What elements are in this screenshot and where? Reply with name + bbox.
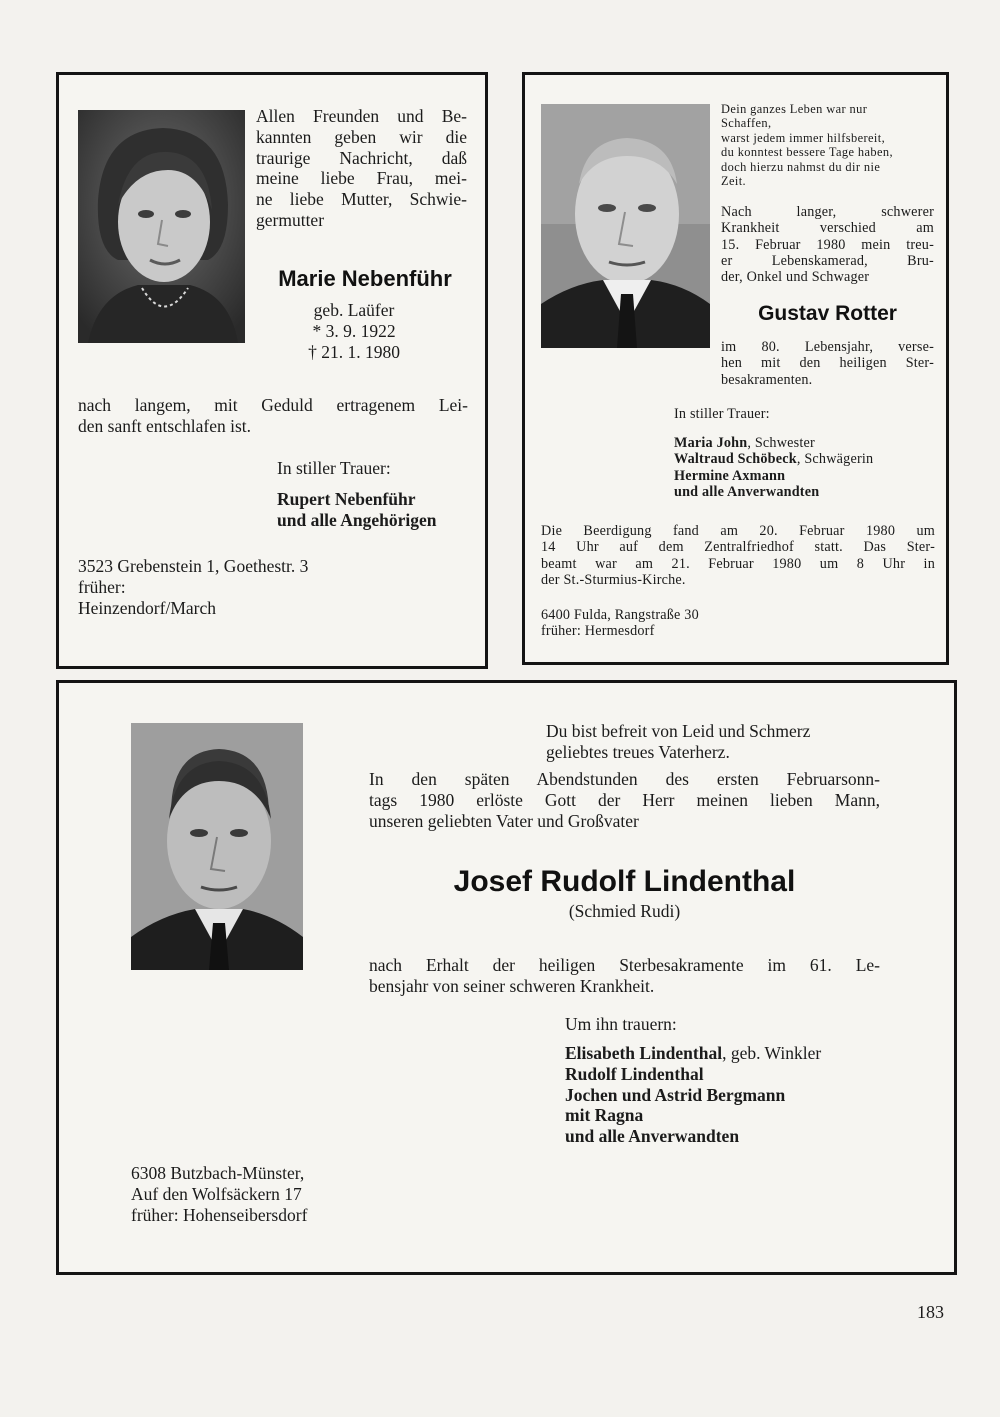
intro-line: ne liebe Mutter, Schwie- bbox=[256, 189, 467, 210]
age-line: besakramenten. bbox=[721, 371, 813, 388]
mourner: und alle Anverwandten bbox=[674, 483, 820, 500]
address-line: 3523 Grebenstein 1, Goethestr. 3 bbox=[78, 556, 309, 576]
mourner: Rupert Nebenführ bbox=[277, 489, 416, 509]
passing-line: nach langem, mit Geduld ertragenem Lei- bbox=[78, 395, 468, 415]
mourner: Hermine Axmann bbox=[674, 467, 786, 484]
address-line: früher: Hermesdorf bbox=[541, 623, 655, 640]
intro-line: er Lebenskamerad, Bru- bbox=[721, 252, 934, 269]
address-line: 6308 Butzbach-Münster, bbox=[131, 1163, 305, 1183]
deceased-name: Gustav Rotter bbox=[758, 302, 897, 325]
verse-line: Du bist befreit von Leid und Schmerz bbox=[546, 721, 811, 741]
intro-text bbox=[256, 106, 467, 231]
verse-text bbox=[721, 102, 936, 188]
intro-line: der, Onkel und Schwager bbox=[721, 269, 870, 286]
mourner: Waltraud Schöbeck, Schwägerin bbox=[674, 451, 874, 468]
deceased-name: Marie Nebenführ bbox=[278, 266, 452, 291]
portrait-photo-gustav-rotter bbox=[541, 104, 710, 348]
intro-line: Allen Freunden und Be- bbox=[256, 106, 467, 126]
address-line: Heinzendorf/March bbox=[78, 597, 216, 618]
funeral-line: 14 Uhr auf dem Zentralfriedhof statt. Das Ster- bbox=[541, 539, 935, 556]
funeral-line: beamt war am 21. Februar 1980 um 8 Uhr in bbox=[541, 555, 935, 572]
passing-text bbox=[78, 395, 468, 437]
portrait-photo-josef-rudolf-lindenthal bbox=[131, 723, 303, 970]
mourner: und alle Angehörigen bbox=[277, 509, 437, 530]
nickname: (Schmied Rudi) bbox=[568, 901, 681, 921]
verse-line: geliebtes treues Vaterherz. bbox=[546, 741, 730, 762]
funeral-line: Die Beerdigung fand am 20. Februar 1980 um bbox=[541, 523, 935, 539]
obituary-gustav-rotter bbox=[522, 72, 949, 665]
portrait-photo-marie-nebenfuehr bbox=[78, 110, 245, 343]
funeral-text bbox=[541, 523, 935, 588]
passing-line: bensjahr von seiner schweren Krankheit. bbox=[369, 975, 655, 996]
passing-line: den sanft entschlafen ist. bbox=[78, 415, 252, 436]
intro-line: meine liebe Frau, mei- bbox=[256, 168, 467, 189]
verse-line: du konntest bessere Tage haben, bbox=[721, 145, 893, 160]
mourners-list bbox=[277, 489, 436, 531]
verse-text bbox=[546, 721, 810, 763]
intro-line: In den späten Abendstunden des ersten Februarsonn- bbox=[369, 769, 880, 789]
intro-line: unseren geliebten Vater und Großvater bbox=[369, 810, 639, 831]
address-line: früher: bbox=[78, 576, 126, 597]
mourners-list bbox=[674, 435, 873, 500]
verse-line: warst jedem immer hilfsbereit, bbox=[721, 130, 886, 145]
mourner: und alle Anverwandten bbox=[565, 1126, 740, 1147]
address bbox=[78, 556, 308, 618]
intro-line: kannten geben wir die bbox=[256, 126, 467, 147]
intro-line: Nach langer, schwerer bbox=[721, 204, 934, 220]
address bbox=[541, 607, 699, 640]
mourner: Jochen und Astrid Bergmann bbox=[565, 1084, 786, 1105]
maiden-name: geb. Laüfer bbox=[313, 300, 395, 320]
address-line: 6400 Fulda, Rangstraße 30 bbox=[541, 607, 699, 623]
intro-text bbox=[721, 204, 934, 285]
passing-line: nach Erhalt der heiligen Sterbesakramente im 61. Le- bbox=[369, 955, 880, 975]
passing-text bbox=[369, 955, 880, 997]
intro-text bbox=[369, 769, 880, 831]
page-number: 183 bbox=[917, 1302, 944, 1322]
mourner: Elisabeth Lindenthal, geb. Winkler bbox=[565, 1043, 822, 1063]
address-line: Auf den Wolfsäckern 17 bbox=[131, 1183, 302, 1204]
verse-line: Schaffen, bbox=[721, 116, 772, 131]
mourner: mit Ragna bbox=[565, 1105, 644, 1126]
intro-line: 15. Februar 1980 mein treu- bbox=[721, 236, 934, 253]
verse-line: Dein ganzes Leben war nur bbox=[721, 102, 868, 116]
mourner: Rudolf Lindenthal bbox=[565, 1063, 704, 1084]
mourning-heading: Um ihn trauern: bbox=[565, 1014, 677, 1034]
death-date: † 21. 1. 1980 bbox=[308, 341, 400, 362]
verse-line: doch hierzu nahmst du dir nie bbox=[721, 159, 881, 174]
intro-line: traurige Nachricht, daß bbox=[256, 147, 467, 168]
intro-line: germutter bbox=[256, 209, 325, 230]
obituary-marie-nebenfuehr bbox=[56, 72, 488, 669]
obituary-josef-rudolf-lindenthal bbox=[56, 680, 957, 1275]
address-line: früher: Hohenseibersdorf bbox=[131, 1204, 308, 1225]
birth-date: * 3. 9. 1922 bbox=[312, 320, 396, 341]
mourning-heading: In stiller Trauer: bbox=[674, 406, 770, 422]
mourner: Maria John, Schwester bbox=[674, 435, 815, 451]
mourning-heading: In stiller Trauer: bbox=[277, 458, 391, 478]
intro-line: tags 1980 erlöste Gott der Herr meinen lieben Mann, bbox=[369, 789, 880, 810]
age-line: hen mit den heiligen Ster- bbox=[721, 355, 934, 372]
deceased-name: Josef Rudolf Lindenthal bbox=[453, 865, 796, 898]
mourners-list bbox=[565, 1043, 821, 1147]
intro-line: Krankheit verschied am bbox=[721, 220, 934, 237]
age-text bbox=[721, 339, 934, 388]
age-line: im 80. Lebensjahr, verse- bbox=[721, 339, 934, 355]
verse-line: Zeit. bbox=[721, 174, 747, 189]
address bbox=[131, 1163, 307, 1225]
life-dates bbox=[274, 300, 434, 362]
funeral-line: der St.-Sturmius-Kirche. bbox=[541, 571, 686, 588]
